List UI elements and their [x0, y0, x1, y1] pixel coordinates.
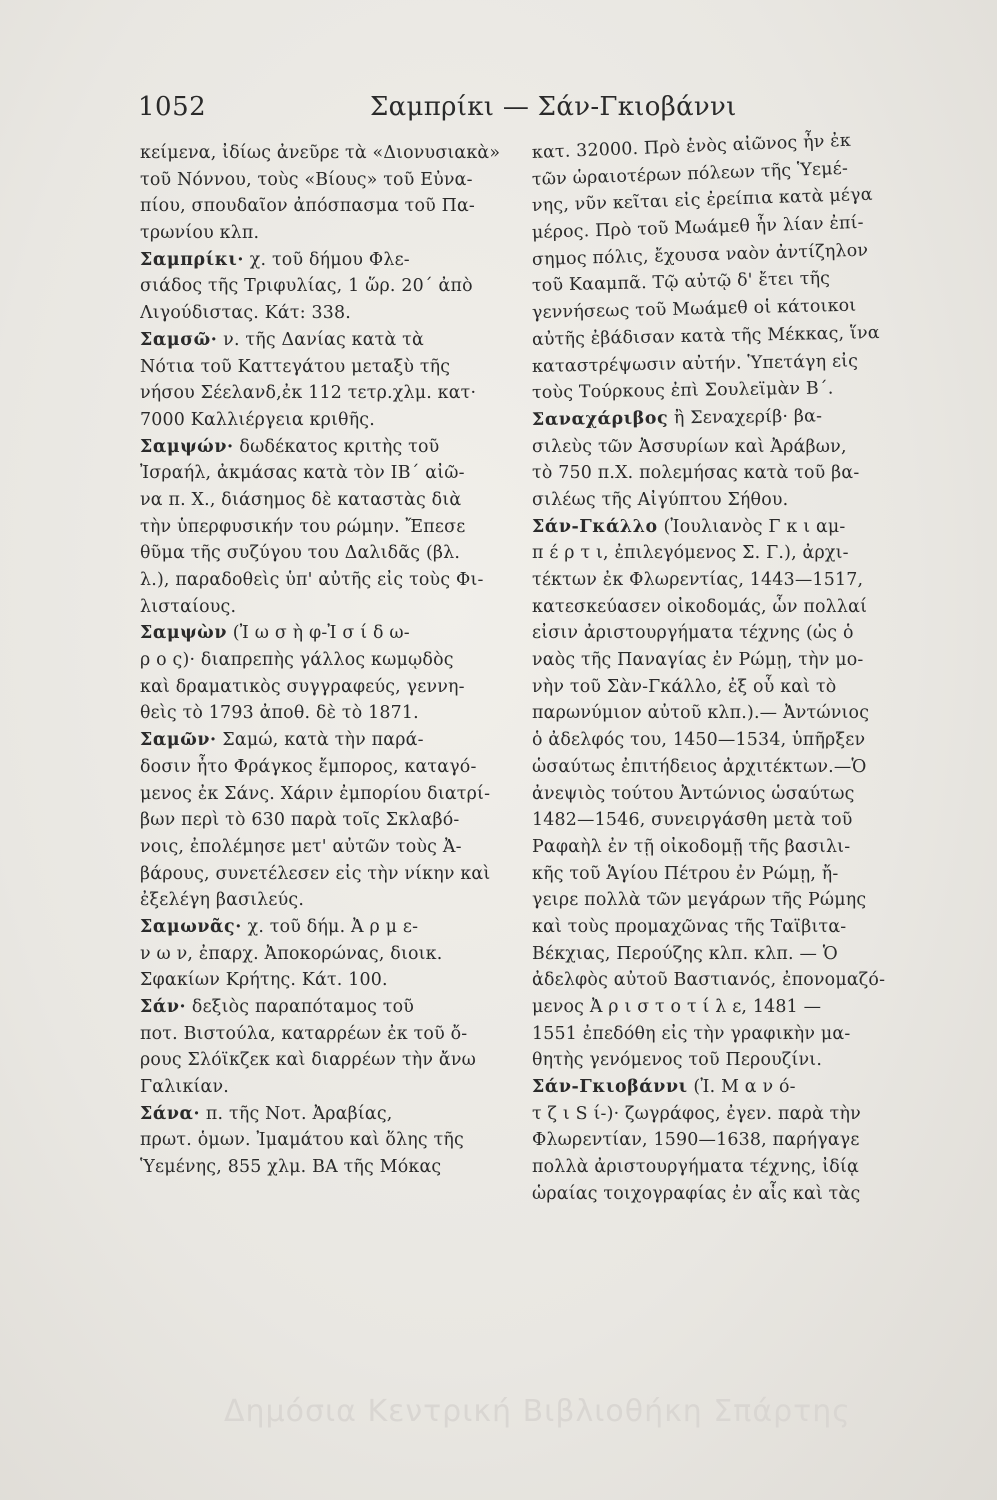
- text-line: [140, 354, 512, 381]
- line-text: καὶ τοὺς προμαχῶνας τῆς Ταϊβιτα-: [532, 916, 847, 937]
- line-text: πρωτ. ὁμων. Ἰμαμάτου καὶ ὅλης τῆς: [140, 1130, 464, 1151]
- line-text: κατεσκεύασεν οἰκοδομάς, ὧν πολλαί: [532, 596, 868, 617]
- text-line: [532, 620, 904, 647]
- entry-headword: Σαμψών·: [140, 436, 234, 457]
- line-text: π έ ρ τ ι, ἐπιλεγόμενος Σ. Γ.), ἀρχι-: [532, 543, 849, 564]
- right-text-column: [531, 130, 904, 1208]
- text-line: [532, 914, 904, 941]
- line-text: νης, νῦν κεῖται εἰς ἐρείπια κατὰ μέγα: [531, 185, 873, 217]
- text-line: [140, 967, 512, 994]
- text-line: [140, 594, 512, 621]
- line-text: ἀδελφὸς αὐτοῦ Βαστιανός, ἐπονομαζό-: [532, 970, 886, 991]
- entry-headword: Σαμψὼν: [140, 623, 228, 644]
- line-text: αὐτῆς ἐβάδισαν κατὰ τῆς Μέκκας, ἵνα: [531, 322, 880, 350]
- line-text: τῶν ὡραιοτέρων πόλεων τῆς Ὑεμέ-: [531, 158, 849, 190]
- line-text: πολλὰ ἀριστουργήματα τέχνης, ἰδίᾳ: [532, 1157, 859, 1178]
- text-line: [532, 1047, 904, 1074]
- line-text: τρωνίου κλπ.: [140, 223, 260, 244]
- line-text: παρωνύμιον αὐτοῦ κλπ.).— Ἀντώνιος: [532, 703, 870, 724]
- text-line: [140, 300, 512, 327]
- text-line: [532, 540, 904, 567]
- text-line: [532, 967, 904, 994]
- line-text: ναὸς τῆς Παναγίας ἐν Ρώμῃ, τὴν μο-: [532, 650, 864, 671]
- line-text: λισταίους.: [140, 596, 237, 617]
- text-line: [140, 700, 512, 727]
- line-text: κῆς τοῦ Ἁγίου Πέτρου ἐν Ρώμῃ, ἤ-: [532, 863, 839, 884]
- text-line: [140, 514, 512, 541]
- line-text: γεννήσεως τοῦ Μωάμεθ οἱ κάτοικοι: [531, 295, 857, 324]
- line-text: κείμενα, ἰδίως ἀνεῦρε τὰ «Διονυσιακὰ»: [140, 143, 501, 163]
- line-text: ἢ Σεναχερίβ· βα-: [668, 406, 823, 429]
- line-text: γειρε πολλὰ τῶν μεγάρων τῆς Ρώμης: [532, 890, 867, 911]
- text-line: [140, 807, 512, 834]
- line-text: σιλέως τῆς Αἰγύπτου Σήθου.: [532, 489, 789, 510]
- text-line: [140, 140, 512, 167]
- text-line: [532, 402, 904, 433]
- line-text: βάρους, συνετέλεσεν εἰς τὴν νίκην καὶ: [140, 863, 491, 884]
- line-text: βων περὶ τὸ 630 παρὰ τοῖς Σκλαβό-: [140, 810, 460, 831]
- text-line: [140, 620, 512, 647]
- line-text: ἐξελέγη βασιλεύς.: [140, 890, 305, 911]
- line-text: δοσιν ἦτο Φράγκος ἔμπορος, καταγό-: [140, 756, 477, 777]
- line-text: δωδέκατος κριτὴς τοῦ: [233, 436, 440, 457]
- text-line: [140, 941, 512, 968]
- text-line: [532, 941, 904, 968]
- text-line: [140, 273, 512, 300]
- text-line: [140, 887, 512, 914]
- line-text: θῦμα τῆς συζύγου του Δαλιδᾶς (βλ.: [140, 543, 461, 564]
- line-text: Ἰσραήλ, ἀκμάσας κατὰ τὸν ΙΒ΄ αἰῶ-: [140, 463, 465, 484]
- text-line: [532, 727, 904, 754]
- text-line: [532, 807, 904, 834]
- entry-headword: Σαμσῶ·: [140, 329, 218, 350]
- text-line: [140, 1074, 512, 1101]
- text-line: [532, 781, 904, 808]
- line-text: τοῦ Νόννου, τοὺς «Βίους» τοῦ Εὐνα-: [140, 169, 473, 190]
- entry-headword: Σαναχάριβος: [531, 408, 669, 430]
- text-line: [532, 1021, 904, 1048]
- text-line: [532, 567, 904, 594]
- text-line: [140, 781, 512, 808]
- text-line: [140, 727, 512, 754]
- line-text: ὡραίας τοιχογραφίας ἐν αἷς καὶ τὰς: [532, 1183, 861, 1204]
- line-text: ἀνεψιὸς τούτου Ἀντώνιος ὡσαύτως: [532, 783, 855, 804]
- line-text: τὸ 750 π.Χ. πολεμήσας κατὰ τοῦ βα-: [532, 463, 860, 484]
- text-line: [140, 487, 512, 514]
- text-line: [532, 487, 904, 514]
- entry-headword: Σάνα·: [140, 1103, 201, 1124]
- page-number: 1052: [138, 92, 207, 122]
- text-line: [140, 247, 512, 274]
- line-text: τ ζ ι S ί-)· ζωγράφος, ἐγεν. παρὰ τὴν: [532, 1103, 861, 1124]
- text-line: [140, 567, 512, 594]
- line-text: μέρος. Πρὸ τοῦ Μωάμεθ ἦν λίαν ἐπί-: [531, 212, 865, 244]
- line-text: Ραφαὴλ ἐν τῇ οἰκοδομῇ τῆς βασιλι-: [532, 836, 851, 857]
- line-text: ρ ο ς)· διαπρεπὴς γάλλος κωμῳδὸς: [140, 650, 454, 671]
- line-text: Λιγούδιστας. Κάτ: 338.: [140, 303, 351, 324]
- line-text: θητὴς γενόμενος τοῦ Περουζίνι.: [532, 1050, 823, 1071]
- entry-headword: Σαμωνᾶς·: [140, 916, 242, 937]
- text-line: [532, 460, 904, 487]
- text-line: [140, 407, 512, 434]
- line-text: λ.), παραδοθεὶς ὑπ' αὐτῆς εἰς τοὺς Φι-: [140, 570, 484, 590]
- line-text: δεξιὸς παραπόταμος τοῦ: [186, 997, 415, 1017]
- text-line: [140, 1127, 512, 1154]
- line-text: νήσου Σέελανδ,ἐκ 112 τετρ.χλμ. κατ·: [140, 383, 477, 404]
- line-text: ν ω ν, ἐπαρχ. Ἀποκορώνας, διοικ.: [140, 943, 443, 964]
- line-text: Σαμώ, κατὰ τὴν παρά-: [216, 730, 424, 751]
- line-text: 1551 ἐπεδόθη εἰς τὴν γραφικὴν μα-: [532, 1023, 851, 1044]
- line-text: ὁ ἀδελφός του, 1450—1534, ὑπῆρξεν: [532, 730, 866, 751]
- text-line: [140, 327, 512, 354]
- line-text: ρους Σλόϊκζεκ καὶ διαρρέων τὴν ἄνω: [140, 1050, 477, 1071]
- library-watermark: Δημόσια Κεντρική Βιβλιοθήκη Σπάρτης: [224, 1394, 851, 1429]
- text-line: [140, 674, 512, 701]
- entry-headword: Σαμῶν·: [140, 730, 217, 751]
- text-line: [532, 994, 904, 1021]
- line-text: να π. Χ., διάσημος δὲ καταστὰς διὰ: [140, 489, 462, 510]
- text-line: [532, 700, 904, 727]
- text-line: [532, 594, 904, 621]
- text-line: [140, 434, 512, 461]
- line-text: ν. τῆς Δανίας κατὰ τὰ: [217, 329, 424, 350]
- line-text: σιλεὺς τῶν Ἀσσυρίων καὶ Ἀράβων,: [532, 436, 847, 457]
- text-line: [140, 1154, 512, 1181]
- entry-headword: Σαμπρίκι·: [140, 249, 245, 270]
- text-line: [140, 540, 512, 567]
- line-text: ποτ. Βιστούλα, καταρρέων ἐκ τοῦ ὄ-: [140, 1023, 468, 1044]
- line-text: μενος ἐκ Σάνς. Χάριν ἐμπορίου διατρί-: [140, 783, 491, 804]
- text-line: [532, 834, 904, 861]
- text-line: [532, 887, 904, 914]
- line-text: τοῦ Κααμπᾶ. Τῷ αὐτῷ δ' ἔτει τῆς: [531, 268, 831, 297]
- text-line: [532, 1154, 904, 1181]
- text-line: [140, 1021, 512, 1048]
- text-line: [532, 514, 904, 541]
- text-line: [532, 1127, 904, 1154]
- line-text: χ. τοῦ δήμου Φλε-: [244, 249, 410, 270]
- text-line: [140, 220, 512, 247]
- line-text: σιάδος τῆς Τριφυλίας, 1 ὥρ. 20΄ ἀπὸ: [140, 276, 473, 297]
- text-line: [140, 460, 512, 487]
- line-text: καταστρέψωσιν αὐτήν. Ὑπετάγη εἰς: [531, 350, 859, 377]
- text-line: [532, 375, 904, 407]
- line-text: 7000 Καλλιέργεια κριθῆς.: [140, 409, 375, 430]
- line-text: (Ἰ. Μ α ν ό-: [687, 1077, 796, 1098]
- text-line: [532, 754, 904, 781]
- line-text: κατ. 32000. Πρὸ ἑνὸς αἰῶνος ἦν ἐκ: [531, 130, 852, 163]
- line-text: νὴν τοῦ Σὰν-Γκάλλο, ἐξ οὗ καὶ τὸ: [532, 676, 837, 697]
- line-text: τέκτων ἐκ Φλωρεντίας, 1443—1517,: [532, 570, 864, 590]
- line-text: 1482—1546, συνειργάσθη μετὰ τοῦ: [532, 810, 853, 831]
- left-text-column: [140, 140, 512, 1181]
- text-line: [532, 434, 904, 461]
- text-line: [140, 994, 512, 1021]
- line-text: νοις, ἐπολέμησε μετ' αὐτῶν τοὺς Ἀ-: [140, 836, 462, 857]
- entry-headword: Σάν-Γκιοβάννι: [532, 1077, 688, 1098]
- text-line: [140, 380, 512, 407]
- entry-headword: Σάν·: [140, 997, 187, 1017]
- page-header: [138, 92, 858, 132]
- line-text: (Ἰουλιανὸς Γ κ ι αμ-: [657, 516, 846, 537]
- line-text: Γαλικίαν.: [140, 1077, 229, 1098]
- text-line: [140, 1101, 512, 1128]
- line-text: σημος πόλις, ἔχουσα ναὸν ἀντίζηλον: [531, 240, 869, 270]
- line-text: εἰσιν ἀριστουργήματα τέχνης (ὡς ὁ: [532, 623, 854, 644]
- line-text: Ὑεμένης, 855 χλμ. ΒΑ τῆς Μόκας: [140, 1157, 442, 1178]
- line-text: χ. τοῦ δήμ. Ἀ ρ μ ε-: [241, 916, 419, 937]
- text-line: [532, 1074, 904, 1101]
- entry-headword: Σάν-Γκάλλο: [532, 516, 658, 537]
- line-text: Σφακίων Κρήτης. Κάτ. 100.: [140, 970, 388, 991]
- text-line: [140, 1047, 512, 1074]
- text-line: [140, 834, 512, 861]
- text-line: [532, 674, 904, 701]
- line-text: τὴν ὑπερφυσικήν του ρώμην. Ἔπεσε: [140, 516, 466, 537]
- line-text: Νότια τοῦ Καττεγάτου μεταξὺ τῆς: [140, 356, 451, 377]
- text-line: [140, 914, 512, 941]
- running-head: Σαμπρίκι — Σάν-Γκιοβάννι: [370, 92, 737, 122]
- line-text: τοὺς Τούρκους ἐπὶ Σουλεϊμὰν Β΄.: [531, 378, 834, 404]
- line-text: ὡσαύτως ἐπιτήδειος ἀρχιτέκτων.—Ὁ: [532, 756, 867, 777]
- text-line: [140, 754, 512, 781]
- line-text: μενος Ἀ ρ ι σ τ ο τ ί λ ε, 1481 —: [532, 997, 822, 1017]
- text-line: [140, 193, 512, 220]
- line-text: καὶ δραματικὸς συγγραφεύς, γεννη-: [140, 676, 465, 697]
- line-text: Βέκχιας, Περούζης κλπ. κλπ. — Ὁ: [532, 943, 838, 964]
- text-line: [140, 167, 512, 194]
- text-line: [140, 861, 512, 888]
- line-text: (Ἰ ω σ ὴ φ-Ἰ σ ί δ ω-: [227, 623, 410, 644]
- text-line: [532, 1181, 904, 1208]
- text-line: [532, 647, 904, 674]
- line-text: Φλωρεντίαν, 1590—1638, παρήγαγε: [532, 1130, 860, 1151]
- text-line: [140, 647, 512, 674]
- text-line: [532, 861, 904, 888]
- line-text: π. τῆς Νοτ. Ἀραβίας,: [200, 1103, 393, 1124]
- text-line: [532, 1101, 904, 1128]
- line-text: θεὶς τὸ 1793 ἀποθ. δὲ τὸ 1871.: [140, 703, 419, 724]
- line-text: πίου, σπουδαῖον ἀπόσπασμα τοῦ Πα-: [140, 196, 476, 217]
